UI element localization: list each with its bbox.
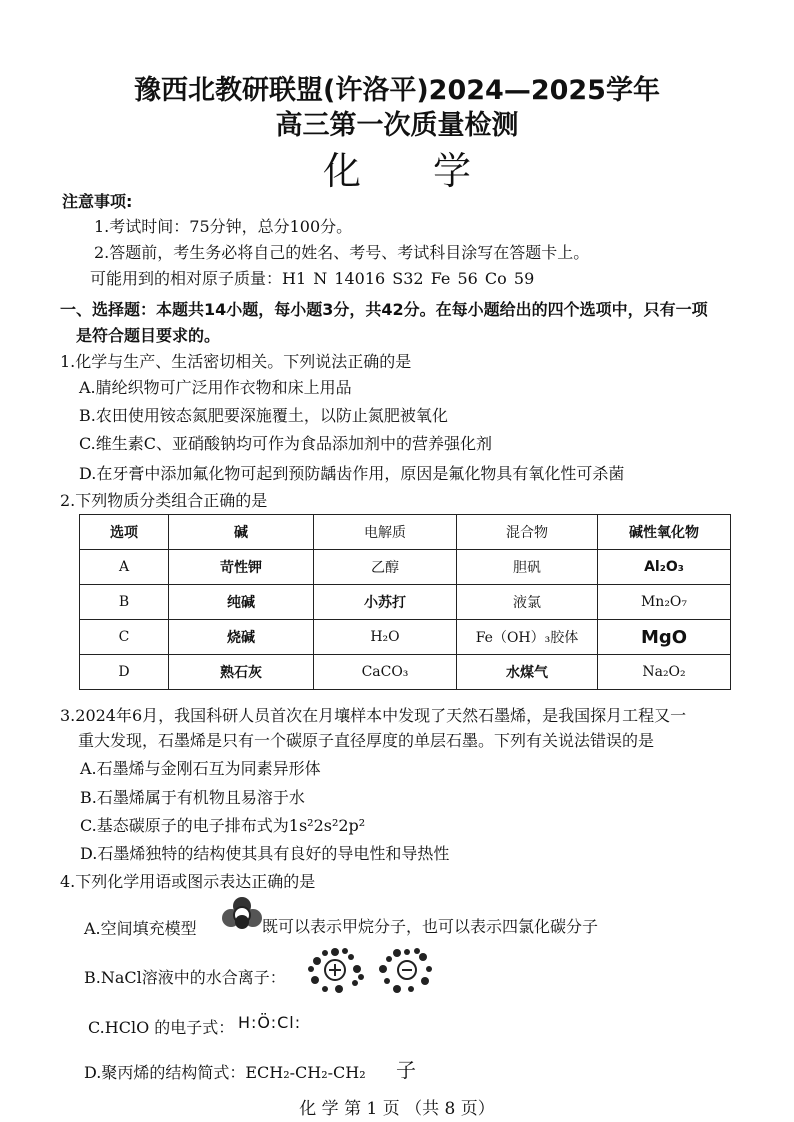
- notes-item-2: 2.答题前，考生务必将自己的姓名、考号、考试科目涂写在答题卡上。: [94, 243, 590, 262]
- table-cell: 乙醇: [314, 550, 457, 585]
- table-cell: 烧碱: [169, 620, 314, 655]
- q4-option-d: D.聚丙烯的结构简式：ECH₂-CH₂-CH₂: [84, 1063, 366, 1082]
- table-cell: 液氯: [457, 585, 598, 620]
- exam-title: 豫西北教研联盟(许洛平)2024—2025学年: [134, 75, 660, 106]
- q3-option-b: B.石墨烯属于有机物且易溶于水: [80, 788, 305, 807]
- section-heading-line2: 是符合题目要求的。: [76, 326, 221, 345]
- page-footer: 化 学 第 1 页 （共 8 页）: [299, 1099, 495, 1119]
- table-cell: 小苏打: [314, 585, 457, 620]
- q1-option-b: B.农田使用铵态氮肥要深施覆土，以防止氮肥被氧化: [79, 406, 448, 425]
- table-header-row: [80, 515, 731, 550]
- q4-option-a-text: 既可以表示甲烷分子，也可以表示四氯化碳分子: [262, 917, 599, 936]
- table-cell: Mn₂O₇: [598, 585, 731, 620]
- table-header-cell: 选项: [80, 515, 169, 550]
- q4-option-d-tail: 子: [396, 1058, 416, 1082]
- table-header-cell: 混合物: [457, 515, 598, 550]
- table-row: [80, 550, 731, 585]
- table-cell: 苛性钾: [169, 550, 314, 585]
- table-cell: Al₂O₃: [598, 550, 731, 585]
- table-cell: MgO: [598, 620, 731, 655]
- notes-heading: 注意事项:: [62, 192, 133, 211]
- table-cell: 胆矾: [457, 550, 598, 585]
- q3-option-a: A.石墨烯与金刚石互为同素异形体: [80, 759, 321, 778]
- table-row: [80, 585, 731, 620]
- table-header-cell: 碱: [169, 515, 314, 550]
- table-header-cell: 碱性氧化物: [598, 515, 731, 550]
- table-cell: A: [80, 550, 169, 585]
- table-cell: 熟石灰: [169, 655, 314, 690]
- table-cell: H₂O: [314, 620, 457, 655]
- exam-subtitle: 高三第一次质量检测: [275, 110, 519, 141]
- table-cell: C: [80, 620, 169, 655]
- table-cell: D: [80, 655, 169, 690]
- table-cell: B: [80, 585, 169, 620]
- table-cell: 水煤气: [457, 655, 598, 690]
- q3-stem-line2: 重大发现，石墨烯是只有一个碳原子直径厚度的单层石墨。下列有关说法错误的是: [78, 731, 655, 750]
- table-header-cell: 电解质: [314, 515, 457, 550]
- subject-title: 化 学: [322, 149, 502, 193]
- q1-option-d: D.在牙膏中添加氟化物可起到预防龋齿作用，原因是氟化物具有氧化性可杀菌: [79, 464, 625, 483]
- notes-item-1: 1.考试时间：75分钟，总分100分。: [94, 217, 353, 236]
- q1-stem: 1.化学与生产、生活密切相关。下列说法正确的是: [60, 352, 412, 371]
- table-cell: Na₂O₂: [598, 655, 731, 690]
- q4-option-b: B.NaCl溶液中的水合离子：: [84, 968, 286, 987]
- q2-stem: 2.下列物质分类组合正确的是: [60, 491, 268, 510]
- q3-stem-line1: 3.2024年6月，我国科研人员首次在月壤样本中发现了天然石墨烯，是我国探月工程又一: [60, 706, 687, 725]
- q4-option-a-prefix: A.空间填充模型: [84, 919, 197, 938]
- q1-option-a: A.腈纶织物可广泛用作衣物和床上用品: [79, 378, 352, 397]
- classification-table: [79, 514, 731, 690]
- q4-option-c: C.HClO 的电子式：: [88, 1018, 235, 1037]
- atomic-mass-line: 可能用到的相对原子质量：H1 N 14016 S32 Fe 56 Co 59: [90, 269, 535, 288]
- table-cell: 纯碱: [169, 585, 314, 620]
- q1-option-c: C.维生素C、亚硝酸钠均可作为食品添加剂中的营养强化剂: [79, 434, 493, 453]
- q3-option-d: D.石墨烯独特的结构使其具有良好的导电性和导热性: [80, 844, 450, 863]
- hydrated-ions-icon: [305, 947, 435, 995]
- table-cell: Fe（OH）₃胶体: [457, 620, 598, 655]
- section-heading-line1: 一、选择题：本题共14小题，每小题3分，共42分。在每小题给出的四个选项中，只有一项: [60, 300, 708, 319]
- table-cell: CaCO₃: [314, 655, 457, 690]
- table-row: [80, 620, 731, 655]
- q4-stem: 4.下列化学用语或图示表达正确的是: [60, 872, 316, 891]
- hclo-electron-formula: H:Ö:Cl:: [238, 1013, 302, 1032]
- table-row: [80, 655, 731, 690]
- space-filling-model-icon: [222, 896, 262, 930]
- q3-option-c: C.基态碳原子的电子排布式为1s²2s²2p²: [80, 816, 366, 835]
